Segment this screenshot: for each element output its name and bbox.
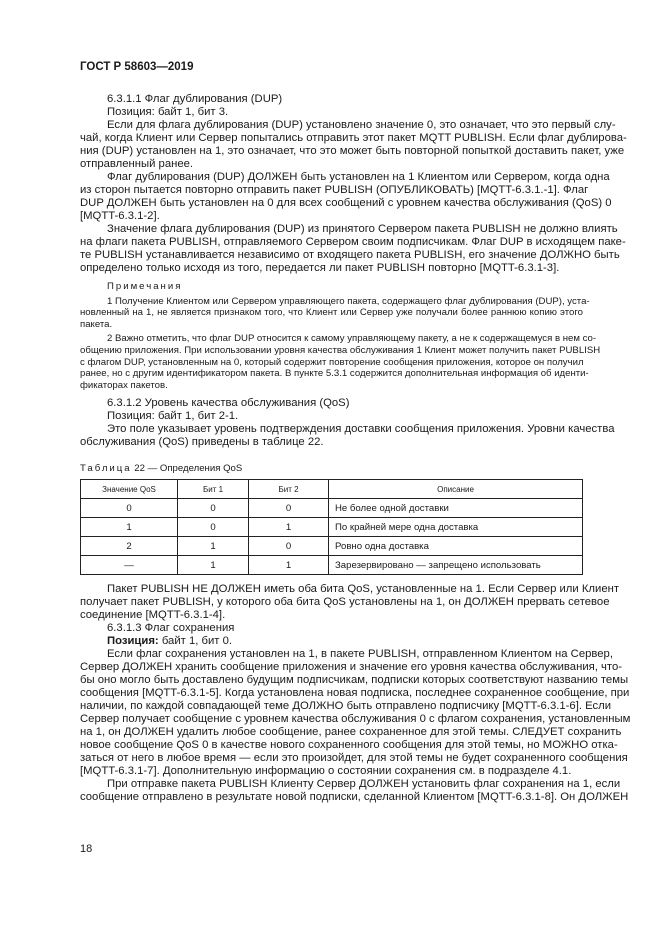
- text-line: отправленный ранее.: [80, 158, 194, 170]
- cell-bit1: 0: [178, 518, 249, 537]
- text-line: Если для флага дублирования (DUP) установлено значение 0, это означает, что это первый слу-: [107, 119, 616, 131]
- note-line: пакета.: [80, 318, 113, 330]
- section-6-3-1-2: [80, 397, 615, 449]
- section-heading: 6.3.1.1 Флаг дублирования (DUP): [107, 93, 283, 105]
- column-header: Бит 1: [178, 480, 249, 499]
- position-value: байт 1, бит 0.: [158, 635, 233, 648]
- table-caption: [80, 463, 583, 475]
- text-line: Позиция: байт 1, бит 2-1.: [107, 410, 239, 423]
- table-row: [81, 556, 583, 575]
- note-line: новленный на 1, не является признаком того, что Клиент или Сервер уже получали более раннюю копию этого: [80, 307, 583, 319]
- table-caption-word: Таблица: [80, 463, 132, 475]
- text-line: ния (DUP) установлен на 1, это означает, что это может быть повторной попыткой доставить пакет, уже: [80, 145, 625, 157]
- document-header: ГОСТ Р 58603—2019: [80, 61, 194, 73]
- notes-title: Примечания: [107, 281, 183, 292]
- text-line: из сторон пытается повторно отправить пакет PUBLISH (ОПУБЛИКОВАТЬ) [MQTT-6.3.1.-1]. Флаг: [80, 184, 589, 196]
- text-line: [MQTT-6.3.1-2].: [80, 210, 160, 222]
- section-heading: 6.3.1.3 Флаг сохранения: [107, 622, 235, 635]
- section-6-3-1-1: [80, 93, 627, 275]
- qos-table: [80, 479, 583, 575]
- note-line: фикаторах пакетов.: [80, 379, 168, 391]
- cell-bit1: 0: [178, 499, 249, 518]
- note-line: ранее, но с другим идентификатором пакета. В пункте 5.3.1 содержится дополнительная информация об иденти-: [80, 368, 589, 380]
- table-caption-title: 22 — Определения QoS: [131, 463, 243, 475]
- section-6-3-1-3: [80, 583, 631, 804]
- note-line: общению приложения. При использовании уровня качества обслуживания 1 Клиент может получить пакет PUBLISH: [80, 344, 601, 356]
- cell-qos: 1: [81, 518, 178, 537]
- cell-bit1: 1: [178, 556, 249, 575]
- cell-qos: 2: [81, 537, 178, 556]
- text-line: наличии, по каждой совпадающей теме ДОЛЖНО быть отправлено подписчику [MQTT-6.3.1-6]. Если: [80, 700, 612, 713]
- cell-qos: —: [81, 556, 178, 575]
- position-line: [80, 635, 583, 648]
- note-line: с флагом DUP, установленным на 0, который содержит повторение сообщения приложения, которое он получил: [80, 356, 584, 368]
- cell-description: Ровно одна доставка: [329, 537, 583, 556]
- cell-description: По крайней мере одна доставка: [329, 518, 583, 537]
- cell-bit1: 1: [178, 537, 249, 556]
- cell-bit2: 0: [249, 499, 329, 518]
- text-line: Флаг дублирования (DUP) ДОЛЖЕН быть установлен на 1 Клиентом или Сервером, когда одна: [107, 171, 610, 183]
- text-line: Позиция: байт 1, бит 3.: [107, 106, 229, 118]
- text-line: те PUBLISH устанавливается независимо от входящего пакета PUBLISH, его значение ДОЛЖНО быть: [80, 249, 620, 261]
- table-row: [81, 499, 583, 518]
- note-line: 2 Важно отметить, что флаг DUP относится к самому управляющему пакету, а не к содержащемуся в нем со-: [107, 333, 597, 345]
- cell-description: Не более одной доставки: [329, 499, 583, 518]
- cell-bit2: 1: [249, 518, 329, 537]
- column-header: Бит 2: [249, 480, 329, 499]
- text-line: определено только исходя из того, передается ли пакет PUBLISH повторно [MQTT-6.3.1-3].: [80, 262, 560, 274]
- text-line: Значение флага дублирования (DUP) из принятого Сервером пакета PUBLISH не должно влиять: [107, 223, 618, 235]
- column-header: Значение QoS: [81, 480, 178, 499]
- text-line: [MQTT-6.3.1-7]. Дополнительную информацию о состоянии сохранения см. в подразделе 4.1.: [80, 765, 572, 778]
- page-body: [80, 93, 631, 804]
- cell-qos: 0: [81, 499, 178, 518]
- text-line: сообщения [MQTT-6.3.1-5]. Когда установлена новая подписка, последнее сохраненное сообщение, при: [80, 687, 630, 700]
- cell-bit2: 0: [249, 537, 329, 556]
- notes: [80, 281, 601, 391]
- position-label: Позиция:: [107, 635, 159, 648]
- text-line: новое сообщение QoS 0 в качестве нового сохраненного сообщения для этой темы, но МОЖНО отка-: [80, 739, 618, 752]
- page-number: 18: [80, 843, 93, 855]
- text-line: Сервер получает сообщение с уровнем качества обслуживания 0 с флагом сохранения, установленным: [80, 713, 631, 726]
- text-line: получает пакет PUBLISH, у которого оба бита QoS установлены на 1, он ДОЛЖЕН прервать сетевое: [80, 596, 610, 609]
- table-header-row: [81, 480, 583, 499]
- text-line: бы оно могло быть доставлено будущим подписчикам, подписки которых соответствуют названию темы: [80, 674, 629, 687]
- text-line: Если флаг сохранения установлен на 1, в пакете PUBLISH, отправленном Клиентом на Сервер,: [107, 648, 613, 661]
- text-line: При отправке пакета PUBLISH Клиенту Сервер ДОЛЖЕН установить флаг сохранения на 1, если: [107, 778, 621, 791]
- note-line: 1 Получение Клиентом или Сервером управляющего пакета, содержащего флаг дублирования (DUP), уста-: [107, 295, 590, 307]
- cell-description: Зарезервировано — запрещено использовать: [329, 556, 583, 575]
- text-line: Это поле указывает уровень подтверждения доставки сообщения приложения. Уровни качества: [107, 423, 615, 436]
- text-line: на флаги пакета PUBLISH, отправляемого Сервером своим подписчикам. Флаг DUP в исходящем паке-: [80, 236, 626, 248]
- text-line: соединение [MQTT-6.3.1-4].: [80, 609, 226, 622]
- text-line: DUP ДОЛЖЕН быть установлен на 0 для всех сообщений с уровнем качества обслуживания (QoS) 0: [80, 197, 612, 209]
- text-line: сообщение отправлено в результате новой подписки, сделанной Клиентом [MQTT-6.3.1-8]. Он ДОЛЖЕН: [80, 791, 629, 804]
- column-header: Описание: [329, 480, 583, 499]
- table-row: [81, 518, 583, 537]
- cell-bit2: 1: [249, 556, 329, 575]
- text-line: обслуживания (QoS) приведены в таблице 22.: [80, 436, 324, 449]
- text-line: Сервер ДОЛЖЕН хранить сообщение приложения и значение его уровня качества обслуживания, что-: [80, 661, 623, 674]
- text-line: чай, когда Клиент или Сервер попытались отправить этот пакет MQTT PUBLISH. Если флаг дублирова-: [80, 132, 627, 144]
- text-line: заться от него в любое время — если это произойдет, для этой темы не будет сохраненного сообщения: [80, 752, 628, 765]
- text-line: Пакет PUBLISH НЕ ДОЛЖЕН иметь оба бита QoS, установленные на 1. Если Сервер или Клиент: [107, 583, 620, 596]
- table-row: [81, 537, 583, 556]
- section-heading: 6.3.1.2 Уровень качества обслуживания (QoS): [107, 397, 350, 410]
- text-line: на 1, он ДОЛЖЕН удалить любое сообщение, ранее сохраненное для этой темы. СЛЕДУЕТ сохранить: [80, 726, 622, 739]
